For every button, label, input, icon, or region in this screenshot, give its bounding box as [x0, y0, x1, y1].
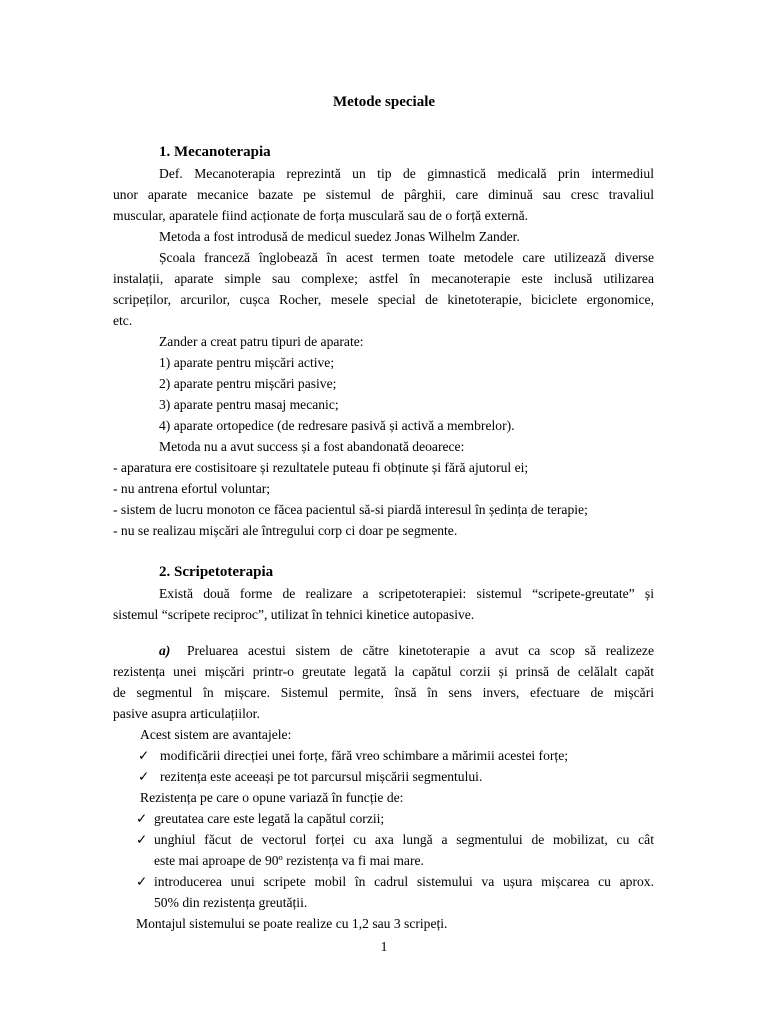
paragraph-line: Montajul sistemului se poate realize cu 1,2 sau 3 scripeți.	[136, 916, 448, 931]
paragraph-line: scripeților, arcurilor, cușca Rocher, mesele special de kinetoterapie, biciclete ergonomice,	[113, 292, 654, 307]
list-item: introducerea unui scripete mobil în cadrul sistemului va ușura mișcarea cu aprox.	[154, 874, 654, 889]
paragraph-line: instalații, aparate simple sau complexe; astfel în mecanoterapie este inclusă utilizarea	[113, 271, 654, 286]
list-item: - sistem de lucru monoton ce făcea pacientul să-si piardă interesul în ședința de terapie;	[113, 502, 588, 517]
list-item: ✓ greutatea care este legată la capătul corzii;	[136, 808, 384, 829]
paragraph-line: Metoda nu a avut success și a fost abandonată deoarece:	[159, 439, 465, 454]
list-item-continued: este mai aproape de 90º rezistența va fi mai mare.	[154, 853, 424, 868]
paragraph-line: muscular, aparatele fiind acționate de forța musculară sau de o forță externă.	[113, 208, 529, 223]
checkmark-icon: ✓	[138, 769, 150, 784]
paragraph-line: Școala franceză înglobează în acest termen toate metodele care utilizează diverse	[159, 250, 654, 265]
list-item: - aparatura ere costisitoare și rezultatele puteau fi obținute și fără ajutorul ei;	[113, 460, 529, 475]
list-item: ✓ rezitența este aceeași pe tot parcursul mișcării segmentului.	[138, 766, 482, 787]
list-item-continued: 50% din rezistența greutății.	[154, 895, 308, 910]
section-2-heading: 2. Scripetoterapia	[159, 564, 274, 580]
paragraph-line: pasive asupra articulațiilor.	[113, 706, 260, 721]
item-a-label: a)	[159, 643, 171, 658]
paragraph-line: de segmentul în mișcare. Sistemul permite, însă în sens invers, efectuare de mișcări	[113, 685, 654, 700]
checkmark-icon: ✓	[136, 811, 148, 826]
checkmark-icon: ✓	[136, 832, 148, 847]
checkmark-icon: ✓	[138, 748, 150, 763]
paragraph-line: etc.	[113, 313, 133, 328]
paragraph-line: Zander a creat patru tipuri de aparate:	[159, 334, 364, 349]
paragraph-line: Metoda a fost introdusă de medicul suedez Jonas Wilhelm Zander.	[159, 229, 520, 244]
list-item: unghiul făcut de vectorul forței cu axa lungă a segmentului de mobilizat, cu cât	[154, 832, 654, 847]
resistance-intro: Rezistența pe care o opune variază în funcție de:	[140, 790, 404, 805]
paragraph-line: Def. Mecanoterapia reprezintă un tip de gimnastică medicală prin intermediul	[159, 166, 654, 181]
section-1-heading: 1. Mecanoterapia	[159, 144, 271, 160]
list-item: 1) aparate pentru mișcări active;	[159, 355, 335, 370]
page-number: 1	[380, 939, 388, 954]
paragraph-line: rezistența unei mișcări printr-o greutate legată la capătul corzii și prinsă de celălalt capăt	[113, 664, 654, 679]
paragraph-line: sistemul “scripete reciproc”, utilizat în tehnici kinetice autopasive.	[113, 607, 475, 622]
list-item: - nu se realizau mișcări ale întregului corp ci doar pe segmente.	[113, 523, 458, 538]
list-item: 3) aparate pentru masaj mecanic;	[159, 397, 339, 412]
paragraph-line: Există două forme de realizare a scripetoterapiei: sistemul “scripete-greutate” și	[159, 586, 654, 601]
list-item: 4) aparate ortopedice (de redresare pasivă și activă a membrelor).	[159, 418, 515, 433]
document-title: Metode speciale	[332, 94, 436, 110]
list-item: 2) aparate pentru mișcări pasive;	[159, 376, 337, 391]
advantages-intro: Acest sistem are avantajele:	[140, 727, 292, 742]
checkmark-icon: ✓	[136, 874, 148, 889]
paragraph-line: Preluarea acestui sistem de către kinetoterapie a avut ca scop să realizeze	[187, 643, 654, 658]
list-item: ✓ modificării direcției unei forțe, fără vreo schimbare a mărimii acestei forțe;	[138, 745, 568, 766]
paragraph-line: unor aparate mecanice bazate pe sistemul de pârghii, care diminuă sau cresc travaliul	[113, 187, 654, 202]
list-item: - nu antrena efortul voluntar;	[113, 481, 271, 496]
